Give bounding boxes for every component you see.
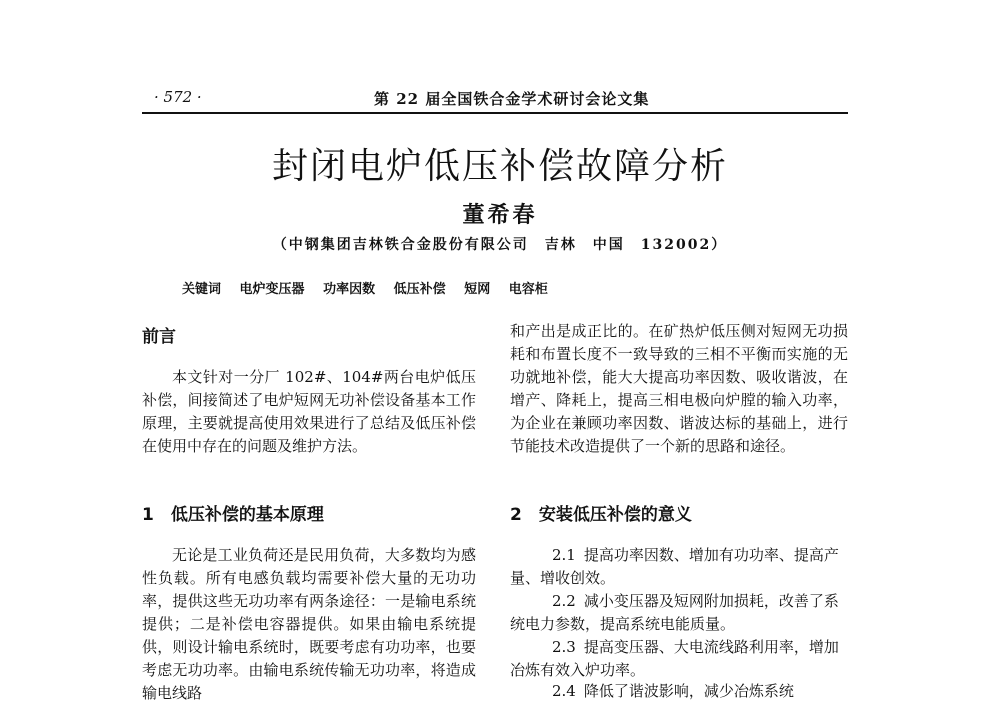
author-name: 董希春 (462, 202, 538, 228)
continued-paragraph: 和产出是成正比的。在矿热炉低压侧对短网无功损耗和布置长度不一致导致的三相不平衡而实施的无功就地补偿，能大大提高功率因数、吸收谐波，在增产、降耗上，提高三相电极向炉膛的输入功率，为企业在兼顾功率因数、谐波达标的基础上，进行节能技术改造提供了一个新的思路和途径。 (510, 322, 848, 455)
subsection-item (510, 544, 848, 590)
running-header (142, 86, 848, 114)
subsection-number: 2.3 (552, 638, 576, 656)
section-1-paragraph: 无论是工业负荷还是民用负荷，大多数均为感性负载。所有电感负载均需要补偿大量的无功功率，提供这些无功功率有两条途径：一是输电系统提供；二是补偿电容器提供。如果由输电系统提供，则设计输电系统时，既要考虑有功功率，也要考虑无功功率。由输电系统传输无功功率，将造成输电线路 (142, 546, 476, 702)
section-1-heading: 1 低压补偿的基本原理 (142, 505, 324, 525)
author-affiliation: （中钢集团吉林铁合金股份有限公司 吉林 中国 132002） (272, 237, 728, 253)
keywords-label: 关键词 (182, 282, 222, 297)
page-number: · 572 · (154, 88, 202, 106)
subsection-item (510, 680, 848, 703)
subsection-text: 减小变压器及短网附加损耗，改善了系统电力参数，提高系统电能质量。 (510, 592, 839, 633)
preface-heading: 前言 (142, 327, 176, 347)
subsection-text: 提高变压器、大电流线路利用率，增加冶炼有效入炉功率。 (510, 638, 839, 679)
subsection-text: 降低了谐波影响，减少冶炼系统 (583, 682, 794, 700)
subsection-text: 提高功率因数、增加有功功率、提高产量、增收创效。 (510, 546, 839, 587)
subsection-number: 2.2 (552, 592, 576, 610)
section-2-heading: 2 安装低压补偿的意义 (510, 505, 692, 525)
keyword: 低压补偿 (393, 282, 446, 297)
keyword: 短网 (464, 282, 491, 297)
journal-title: 第 22 届全国铁合金学术研讨会论文集 (374, 90, 650, 108)
subsection-number: 2.4 (552, 682, 576, 700)
subsection-item (510, 636, 848, 682)
keyword: 功率因数 (323, 282, 376, 297)
keyword: 电炉变压器 (239, 282, 305, 297)
keyword: 电容柜 (508, 282, 548, 297)
subsection-number: 2.1 (552, 546, 576, 564)
keywords-line (182, 278, 562, 297)
preface-paragraph: 本文针对一分厂 102#、104#两台电炉低压补偿，间接简述了电炉短网无功补偿设备基本工作原理，主要就提高使用效果进行了总结及低压补偿在使用中存在的问题及维护方法。 (142, 368, 476, 455)
subsection-item (510, 590, 848, 636)
paper-title: 封闭电炉低压补偿故障分析 (271, 146, 728, 187)
